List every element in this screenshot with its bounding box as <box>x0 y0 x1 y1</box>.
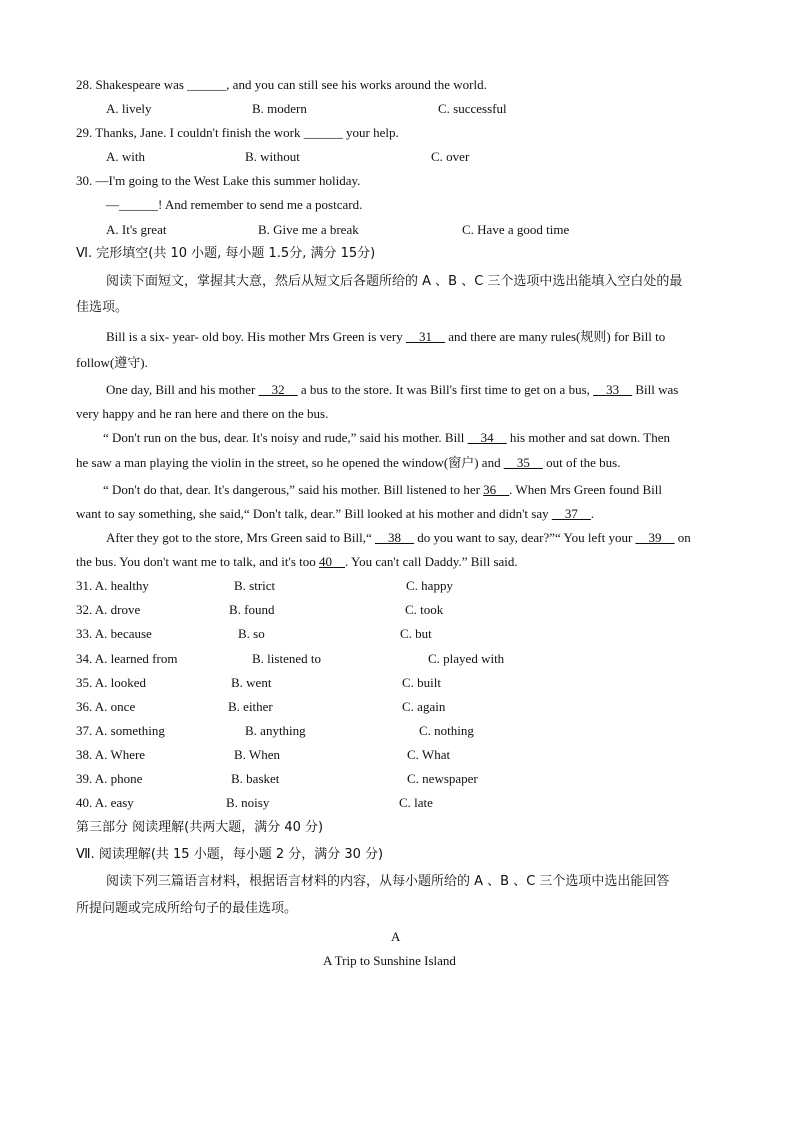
cloze-34-option-a: 34. A. learned from <box>76 651 178 666</box>
cloze-40-option-c: C. late <box>399 795 433 810</box>
part-3-heading: 第三部分 阅读理解(共两大题，满分 40 分) <box>76 820 324 835</box>
cloze-36-option-a: 36. A. once <box>76 699 136 714</box>
cloze-32-option-b: B. found <box>229 602 275 617</box>
blank-33: __33__ <box>593 382 633 397</box>
q28-option-c: C. successful <box>438 101 507 116</box>
cloze-39-option-a: 39. A. phone <box>76 771 143 786</box>
passage-p3-line2: he saw a man playing the violin in the street, so he opened the window(窗户) and __35__ out of the bus. <box>76 455 621 470</box>
cloze-36-option-b: B. either <box>228 699 273 714</box>
question-29-stem: 29. Thanks, Jane. I couldn't finish the work ______ your help. <box>76 125 399 140</box>
section-6-heading: Ⅵ. 完形填空(共 10 小题, 每小题 1.5分, 满分 15分) <box>76 246 376 261</box>
question-30-reply: —______! And remember to send me a postcard. <box>106 197 363 212</box>
q30-option-c: C. Have a good time <box>462 222 570 237</box>
q29-option-b: B. without <box>245 149 300 164</box>
passage-p5-line2: the bus. You don't want me to talk, and it's too 40__. You can't call Daddy.” Bill said. <box>76 554 518 569</box>
cloze-38-option-c: C. What <box>407 747 451 762</box>
blank-38: __38__ <box>374 530 414 545</box>
cloze-34-option-b: B. listened to <box>252 651 321 666</box>
q29-option-c: C. over <box>431 149 470 164</box>
blank-40: 40__ <box>319 554 346 569</box>
passage-p4-line1: “ Don't do that, dear. It's dangerous,” said his mother. Bill listened to her 36__. When Mrs Green found Bill <box>103 482 663 497</box>
section-7-heading: Ⅶ. 阅读理解(共 15 小题，每小题 2 分，满分 30 分) <box>76 847 384 862</box>
cloze-35-option-c: C. built <box>402 675 442 690</box>
passage-p3-line1: “ Don't run on the bus, dear. It's noisy and rude,” said his mother. Bill __34__ his mother and sat down. Then <box>103 430 670 445</box>
section-7-instruction-line1: 阅读下列三篇语言材料，根据语言材料的内容，从每小题所给的 A 、B 、C 三个选项中选出能回答 <box>106 874 670 889</box>
cloze-33-option-c: C. but <box>400 626 432 641</box>
passage-p2-line1: One day, Bill and his mother __32__ a bus to the store. It was Bill's first time to get on a bus, __33__ Bill was <box>106 382 679 397</box>
cloze-31-option-c: C. happy <box>406 578 453 593</box>
cloze-32-option-c: C. took <box>405 602 444 617</box>
cloze-36-option-c: C. again <box>402 699 446 714</box>
cloze-38-option-a: 38. A. Where <box>76 747 146 762</box>
cloze-38-option-b: B. When <box>234 747 280 762</box>
cloze-39-option-b: B. basket <box>231 771 280 786</box>
cloze-37-option-c: C. nothing <box>419 723 474 738</box>
q28-option-b: B. modern <box>252 101 307 116</box>
cloze-32-option-a: 32. A. drove <box>76 602 141 617</box>
blank-34: __34__ <box>467 430 507 445</box>
cloze-35-option-a: 35. A. looked <box>76 675 147 690</box>
passage-p5-line1: After they got to the store, Mrs Green said to Bill,“ __38__ do you want to say, dear?”“ You left your __39__ on <box>106 530 691 545</box>
passage-p2-line2: very happy and he ran here and there on the bus. <box>76 406 329 421</box>
blank-35: __35__ <box>503 455 543 470</box>
passage-title: A Trip to Sunshine Island <box>323 953 456 968</box>
q30-option-a: A. It's great <box>106 222 167 237</box>
blank-31: __31__ <box>406 329 446 344</box>
cloze-40-option-a: 40. A. easy <box>76 795 134 810</box>
question-30-stem: 30. —I'm going to the West Lake this summer holiday. <box>76 173 361 188</box>
passage-p1-line1: Bill is a six- year- old boy. His mother Mrs Green is very __31__ and there are many rules(规则) for Bill to <box>106 329 666 344</box>
blank-37: __37__ <box>551 506 591 521</box>
blank-36: 36__ <box>483 482 510 497</box>
blank-32: __32__ <box>258 382 298 397</box>
cloze-35-option-b: B. went <box>231 675 272 690</box>
section-7-instruction-line2: 所提问题或完成所给句子的最佳选项。 <box>76 901 298 916</box>
cloze-34-option-c: C. played with <box>428 651 505 666</box>
question-28-stem: 28. Shakespeare was ______, and you can still see his works around the world. <box>76 77 487 92</box>
section-6-instruction-line2: 佳选项。 <box>76 300 129 315</box>
q28-option-a: A. lively <box>106 101 152 116</box>
section-6-instruction-line1: 阅读下面短文，掌握其大意，然后从短文后各题所给的 A 、B 、C 三个选项中选出能填入空白处的最 <box>106 274 683 289</box>
q30-option-b: B. Give me a break <box>258 222 359 237</box>
cloze-37-option-b: B. anything <box>245 723 306 738</box>
passage-p4-line2: want to say something, she said,“ Don't talk, dear.” Bill looked at his mother and didn't say __37__. <box>76 506 595 521</box>
q29-option-a: A. with <box>106 149 145 164</box>
cloze-31-option-a: 31. A. healthy <box>76 578 149 593</box>
cloze-33-option-a: 33. A. because <box>76 626 152 641</box>
passage-letter: A <box>391 929 401 944</box>
cloze-33-option-b: B. so <box>238 626 265 641</box>
cloze-37-option-a: 37. A. something <box>76 723 165 738</box>
cloze-39-option-c: C. newspaper <box>407 771 478 786</box>
cloze-31-option-b: B. strict <box>234 578 276 593</box>
blank-39: __39__ <box>635 530 675 545</box>
passage-p1-line2: follow(遵守). <box>76 355 148 370</box>
cloze-40-option-b: B. noisy <box>226 795 270 810</box>
